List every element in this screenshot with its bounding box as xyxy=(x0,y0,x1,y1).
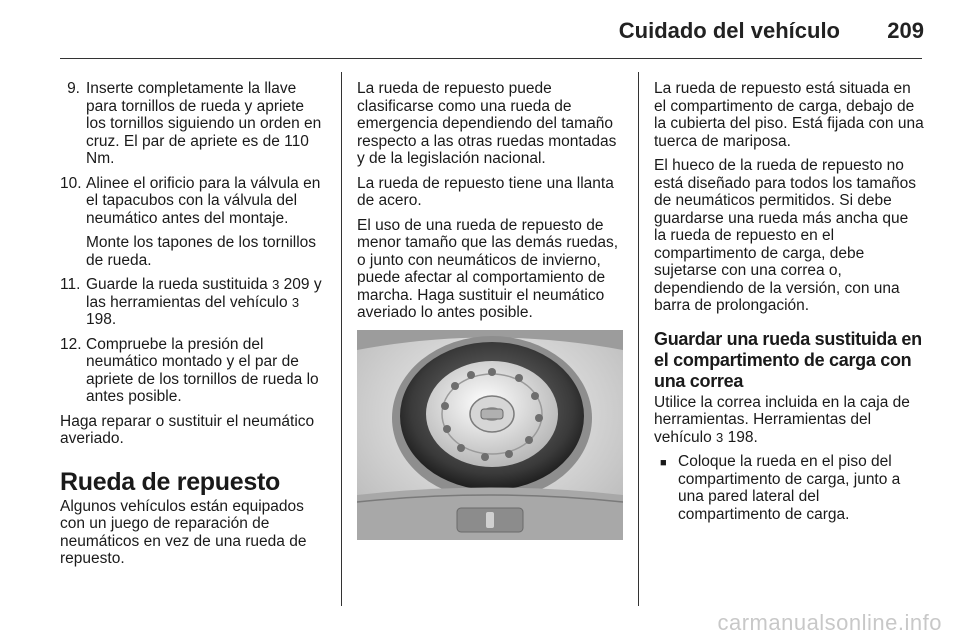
bullet-text: Coloque la rueda en el piso del compartimento de carga, junto a una pared lateral del compartimento de carga. xyxy=(678,453,901,523)
step-text: Monte los tapones de los tornillos de rueda. xyxy=(86,234,317,269)
xref-arrow-icon: 3 xyxy=(716,429,724,445)
bullet-item xyxy=(660,453,924,523)
paragraph: La rueda de repuesto está situada en el compartimento de carga, debajo de la cubierta del piso. Está fijada con una tuerca de mariposa. xyxy=(654,80,924,150)
page-number: 209 xyxy=(887,18,924,43)
step-number: 10. xyxy=(60,174,82,192)
watermark: carmanualsonline.info xyxy=(717,610,942,635)
bullet-square-icon: ■ xyxy=(660,457,667,469)
subsection-heading: Guardar una rueda sustituida en el compartimento de carga con una correa xyxy=(654,328,922,391)
xref-arrow-icon: 3 xyxy=(291,294,300,310)
paragraph: El hueco de la rueda de repuesto no está diseñado para todos los tamaños de neumáticos permitidos. Si debe guardarse una rueda más ancha que la rueda de repuesto en el compartimento de carga, debe sujetarse con una correa o, dependiendo de la versión, con una barra de prolongación. xyxy=(654,157,916,314)
header-title: Cuidado del vehículo xyxy=(618,18,840,43)
step-text: Guarde la rueda sustituida 3 209 y las herramientas del vehículo 3 198. xyxy=(86,276,322,328)
paragraph: La rueda de repuesto puede clasificarse como una rueda de emergencia dependiendo del tamaño respecto a las otras ruedas montadas y de la legislación nacional. xyxy=(357,80,617,167)
column-1 xyxy=(60,80,326,575)
column-3 xyxy=(654,80,924,523)
step-number: 12. xyxy=(60,335,82,353)
spare-wheel-photo xyxy=(357,330,623,540)
header-rule xyxy=(60,58,922,59)
step-text: Inserte completamente la llave para tornillos de rueda y apriete los tornillos siguiendo un orden en cruz. El par de apriete es de 110 Nm. xyxy=(86,80,322,167)
paragraph: Haga reparar o sustituir el neumático averiado. xyxy=(60,412,315,447)
step-9 xyxy=(60,80,326,168)
step-text: Alinee el orificio para la válvula en el tapacubos con la válvula del neumático antes del montaje. xyxy=(86,174,321,227)
paragraph: Utilice la correa incluida en la caja de herramientas. Herramientas del vehículo 3 198. xyxy=(654,393,910,446)
section-heading: Rueda de repuesto xyxy=(60,467,280,496)
paragraph: Algunos vehículos están equipados con un juego de reparación de neumáticos en vez de una rueda de repuesto. xyxy=(60,497,307,567)
spare-wheel-illustration xyxy=(357,330,623,540)
page-header xyxy=(0,0,960,60)
xref-link[interactable]: 198 xyxy=(86,311,112,328)
xref-arrow-icon: 3 xyxy=(272,277,280,292)
column-divider xyxy=(638,72,639,606)
xref-link[interactable]: 209 xyxy=(283,276,310,293)
column-divider xyxy=(341,72,342,606)
paragraph: La rueda de repuesto tiene una llanta de acero. xyxy=(357,174,614,209)
xref-link[interactable]: 198 xyxy=(727,428,754,446)
step-12 xyxy=(60,336,326,406)
step-11 xyxy=(60,276,326,329)
step-text: Compruebe la presión del neumático montado y el par de apriete de los tornillos de rueda lo antes posible. xyxy=(86,335,319,405)
step-number: 11. xyxy=(60,276,81,293)
step-number: 9. xyxy=(67,80,80,97)
column-2 xyxy=(357,80,623,540)
paragraph: El uso de una rueda de repuesto de menor tamaño que las demás ruedas, o junto con neumáticos de invierno, puede afectar al comportamiento de marcha. Haga sustituir el neumático averiado lo antes posible. xyxy=(357,216,619,321)
step-10 xyxy=(60,175,326,270)
